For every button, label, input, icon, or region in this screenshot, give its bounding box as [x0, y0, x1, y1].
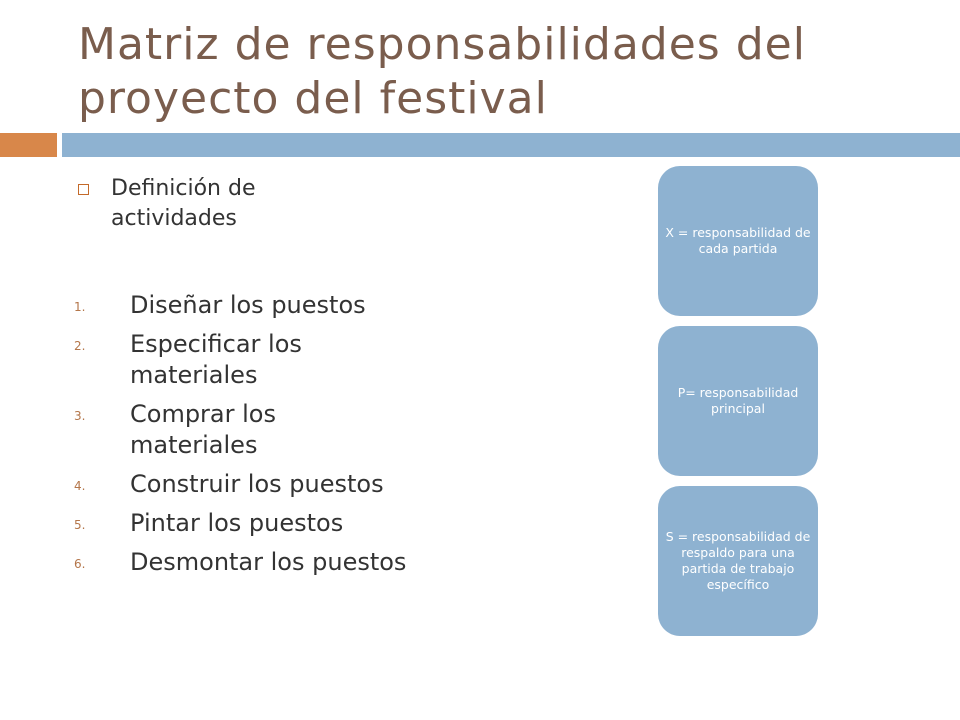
- square-bullet-icon: [78, 184, 89, 195]
- activity-list: [74, 290, 534, 586]
- activity-text: Desmontar los puestos: [130, 548, 407, 576]
- list-item: [74, 547, 534, 578]
- legend-card-p: [658, 326, 818, 476]
- activity-text: Comprar los materiales: [130, 400, 276, 459]
- list-number: 5.: [74, 518, 86, 532]
- list-item: [74, 329, 534, 391]
- legend-text: P= responsabilidad principal: [677, 385, 799, 416]
- legend-text: X = responsabilidad de cada partida: [665, 225, 811, 256]
- list-number: 2.: [74, 339, 86, 353]
- activity-text: Especificar los materiales: [130, 330, 302, 389]
- list-number: 6.: [74, 557, 86, 571]
- list-number: 4.: [74, 479, 86, 493]
- list-item: [74, 399, 534, 461]
- slide-title: Matriz de responsabilidades del proyecto del festival: [78, 19, 806, 124]
- legend-text: S = responsabilidad de respaldo para una partida de trabajo específico: [665, 529, 811, 592]
- activity-text: Pintar los puestos: [130, 509, 344, 537]
- accent-bar-blue: [62, 133, 960, 157]
- list-item: [74, 469, 534, 500]
- list-number: 3.: [74, 409, 86, 423]
- legend-card-x: [658, 166, 818, 316]
- activity-text: Construir los puestos: [130, 470, 384, 498]
- bullet-text: Definición de actividades: [111, 176, 256, 231]
- accent-bar-orange: [0, 133, 57, 157]
- list-item: [74, 290, 534, 321]
- list-number: 1.: [74, 300, 86, 314]
- activity-text: Diseñar los puestos: [130, 291, 366, 319]
- list-item: [74, 508, 534, 539]
- bullet-item: [78, 174, 378, 234]
- legend-card-s: [658, 486, 818, 636]
